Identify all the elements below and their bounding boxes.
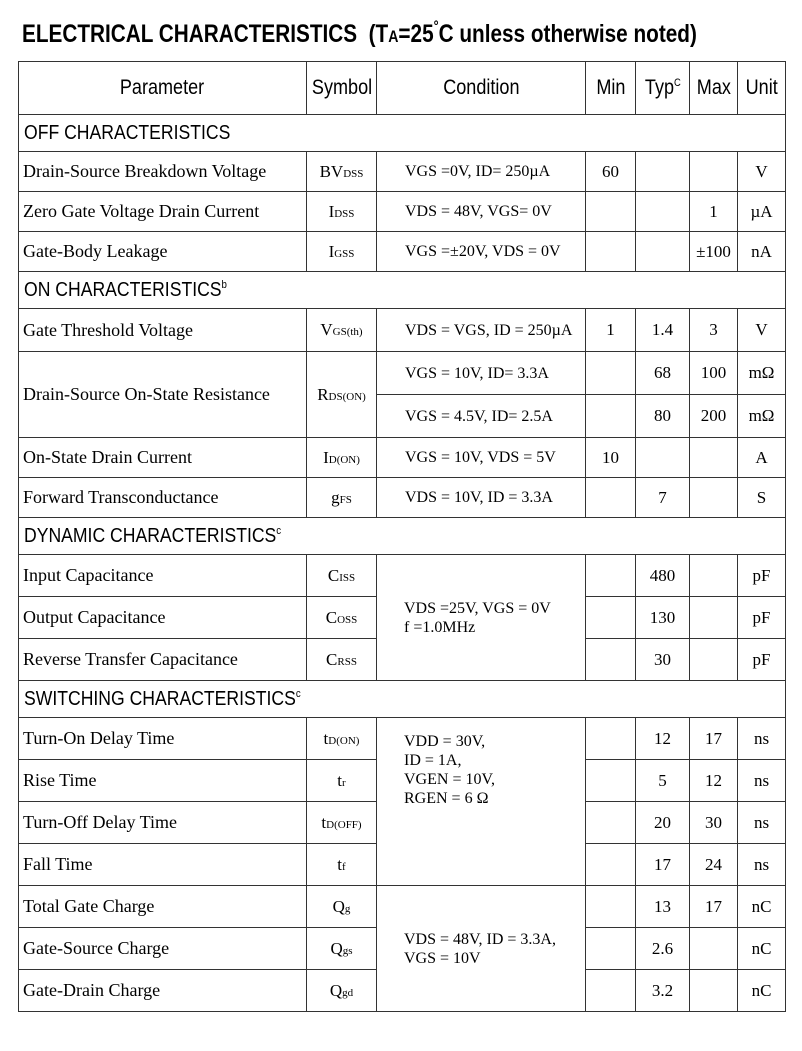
symbol-cell: CISS (307, 555, 377, 597)
max-cell (690, 478, 738, 518)
param-cell: Output Capacitance (19, 597, 307, 639)
min-cell (586, 597, 636, 639)
max-cell: ±100 (690, 232, 738, 272)
min-cell (586, 718, 636, 760)
condition-cell: VGS = 4.5V, ID= 2.5A (377, 395, 586, 438)
symbol-cell: ID(ON) (307, 438, 377, 478)
typ-cell (636, 232, 690, 272)
condition-cell: VDS = 48V, ID = 3.3A, VGS = 10V (377, 886, 586, 1012)
electrical-characteristics-table (18, 61, 786, 1012)
param-cell: Gate-Source Charge (19, 928, 307, 970)
param-cell: Input Capacitance (19, 555, 307, 597)
table-row (19, 232, 786, 272)
typ-cell: 12 (636, 718, 690, 760)
min-cell (586, 352, 636, 395)
max-cell (690, 639, 738, 681)
symbol-cell: tD(ON) (307, 718, 377, 760)
typ-cell: 1.4 (636, 309, 690, 352)
typ-cell (636, 152, 690, 192)
table-row (19, 352, 786, 395)
min-cell (586, 478, 636, 518)
symbol-cell: BVDSS (307, 152, 377, 192)
min-cell (586, 232, 636, 272)
typ-cell: 20 (636, 802, 690, 844)
param-cell: On-State Drain Current (19, 438, 307, 478)
param-cell: Forward Transconductance (19, 478, 307, 518)
header-min: Min (586, 62, 636, 115)
param-cell: Drain-Source On-State Resistance (19, 352, 307, 438)
typ-cell (636, 438, 690, 478)
header-max: Max (690, 62, 738, 115)
symbol-cell: CRSS (307, 639, 377, 681)
typ-cell: 130 (636, 597, 690, 639)
min-cell: 60 (586, 152, 636, 192)
unit-cell: mΩ (738, 395, 786, 438)
condition-cell: VGS = 10V, ID= 3.3A (377, 352, 586, 395)
param-cell: Turn-On Delay Time (19, 718, 307, 760)
min-cell (586, 395, 636, 438)
unit-cell: mΩ (738, 352, 786, 395)
unit-cell: nC (738, 928, 786, 970)
unit-cell: pF (738, 639, 786, 681)
unit-cell: pF (738, 555, 786, 597)
symbol-cell: VGS(th) (307, 309, 377, 352)
table-header-row (19, 62, 786, 115)
table-row (19, 438, 786, 478)
typ-cell: 17 (636, 844, 690, 886)
min-cell (586, 760, 636, 802)
section-dynamic-characteristics: DYNAMIC CHARACTERISTICS$^c$ (19, 518, 786, 555)
min-cell (586, 555, 636, 597)
typ-cell: 3.2 (636, 970, 690, 1012)
section-switching-characteristics: SWITCHING CHARACTERISTICS$^c$ (19, 681, 786, 718)
typ-cell: 5 (636, 760, 690, 802)
unit-cell: pF (738, 597, 786, 639)
typ-cell: 80 (636, 395, 690, 438)
condition-cell: VDD = 30V, ID = 1A, VGEN = 10V, RGEN = 6 Ω (377, 718, 586, 886)
symbol-cell: tr (307, 760, 377, 802)
max-cell (690, 438, 738, 478)
min-cell: 10 (586, 438, 636, 478)
typ-cell: 68 (636, 352, 690, 395)
min-cell (586, 192, 636, 232)
header-symbol: Symbol (307, 62, 377, 115)
param-cell: Gate-Body Leakage (19, 232, 307, 272)
min-cell: 1 (586, 309, 636, 352)
table-row (19, 478, 786, 518)
table-row (19, 309, 786, 352)
max-cell: 1 (690, 192, 738, 232)
min-cell (586, 639, 636, 681)
typ-cell: 13 (636, 886, 690, 928)
max-cell: 12 (690, 760, 738, 802)
max-cell: 24 (690, 844, 738, 886)
unit-cell: nC (738, 886, 786, 928)
min-cell (586, 886, 636, 928)
header-condition: Condition (377, 62, 586, 115)
symbol-cell: Qg (307, 886, 377, 928)
condition-cell: VDS = 48V, VGS= 0V (377, 192, 586, 232)
condition-cell: VDS = 10V, ID = 3.3A (377, 478, 586, 518)
title-main: ELECTRICAL CHARACTERISTICS (22, 20, 358, 48)
unit-cell: S (738, 478, 786, 518)
condition-cell: VGS =±20V, VDS = 0V (377, 232, 586, 272)
param-cell: Zero Gate Voltage Drain Current (19, 192, 307, 232)
unit-cell: ns (738, 844, 786, 886)
condition-cell: VDS =25V, VGS = 0V f =1.0MHz (377, 555, 586, 681)
header-parameter: Parameter (19, 62, 307, 115)
symbol-cell: Qgs (307, 928, 377, 970)
symbol-cell: IGSS (307, 232, 377, 272)
section-off-characteristics: OFF CHARACTERISTICS (19, 115, 786, 152)
table-row (19, 886, 786, 928)
param-cell: Fall Time (19, 844, 307, 886)
typ-cell (636, 192, 690, 232)
header-typ: Typ$^C$ (636, 62, 690, 115)
table-row (19, 555, 786, 597)
unit-cell: ns (738, 802, 786, 844)
min-cell (586, 844, 636, 886)
table-row (19, 152, 786, 192)
max-cell: 200 (690, 395, 738, 438)
unit-cell: V (738, 309, 786, 352)
param-cell: Gate-Drain Charge (19, 970, 307, 1012)
table-row (19, 192, 786, 232)
param-cell: Turn-Off Delay Time (19, 802, 307, 844)
param-cell: Total Gate Charge (19, 886, 307, 928)
unit-cell: µA (738, 192, 786, 232)
unit-cell: nA (738, 232, 786, 272)
symbol-cell: COSS (307, 597, 377, 639)
max-cell (690, 928, 738, 970)
unit-cell: ns (738, 718, 786, 760)
max-cell (690, 555, 738, 597)
max-cell (690, 152, 738, 192)
title-condition: (TA=25°C unless otherwise noted) (368, 18, 697, 48)
unit-cell: V (738, 152, 786, 192)
typ-cell: 2.6 (636, 928, 690, 970)
symbol-cell: RDS(ON) (307, 352, 377, 438)
page-title (22, 6, 697, 48)
symbol-cell: tD(OFF) (307, 802, 377, 844)
max-cell: 100 (690, 352, 738, 395)
max-cell: 17 (690, 886, 738, 928)
typ-cell: 7 (636, 478, 690, 518)
table-row (19, 718, 786, 760)
param-cell: Rise Time (19, 760, 307, 802)
min-cell (586, 928, 636, 970)
param-cell: Reverse Transfer Capacitance (19, 639, 307, 681)
symbol-cell: Qgd (307, 970, 377, 1012)
max-cell (690, 970, 738, 1012)
symbol-cell: tf (307, 844, 377, 886)
header-unit: Unit (738, 62, 786, 115)
symbol-cell: IDSS (307, 192, 377, 232)
min-cell (586, 970, 636, 1012)
symbol-cell: gFS (307, 478, 377, 518)
max-cell: 30 (690, 802, 738, 844)
param-cell: Drain-Source Breakdown Voltage (19, 152, 307, 192)
max-cell: 3 (690, 309, 738, 352)
max-cell (690, 597, 738, 639)
max-cell: 17 (690, 718, 738, 760)
section-on-characteristics: ON CHARACTERISTICS$^b$ (19, 272, 786, 309)
min-cell (586, 802, 636, 844)
param-cell: Gate Threshold Voltage (19, 309, 307, 352)
condition-cell: VGS =0V, ID= 250µA (377, 152, 586, 192)
unit-cell: A (738, 438, 786, 478)
condition-cell: VDS = VGS, ID = 250µA (377, 309, 586, 352)
condition-cell: VGS = 10V, VDS = 5V (377, 438, 586, 478)
typ-cell: 30 (636, 639, 690, 681)
typ-cell: 480 (636, 555, 690, 597)
unit-cell: ns (738, 760, 786, 802)
unit-cell: nC (738, 970, 786, 1012)
